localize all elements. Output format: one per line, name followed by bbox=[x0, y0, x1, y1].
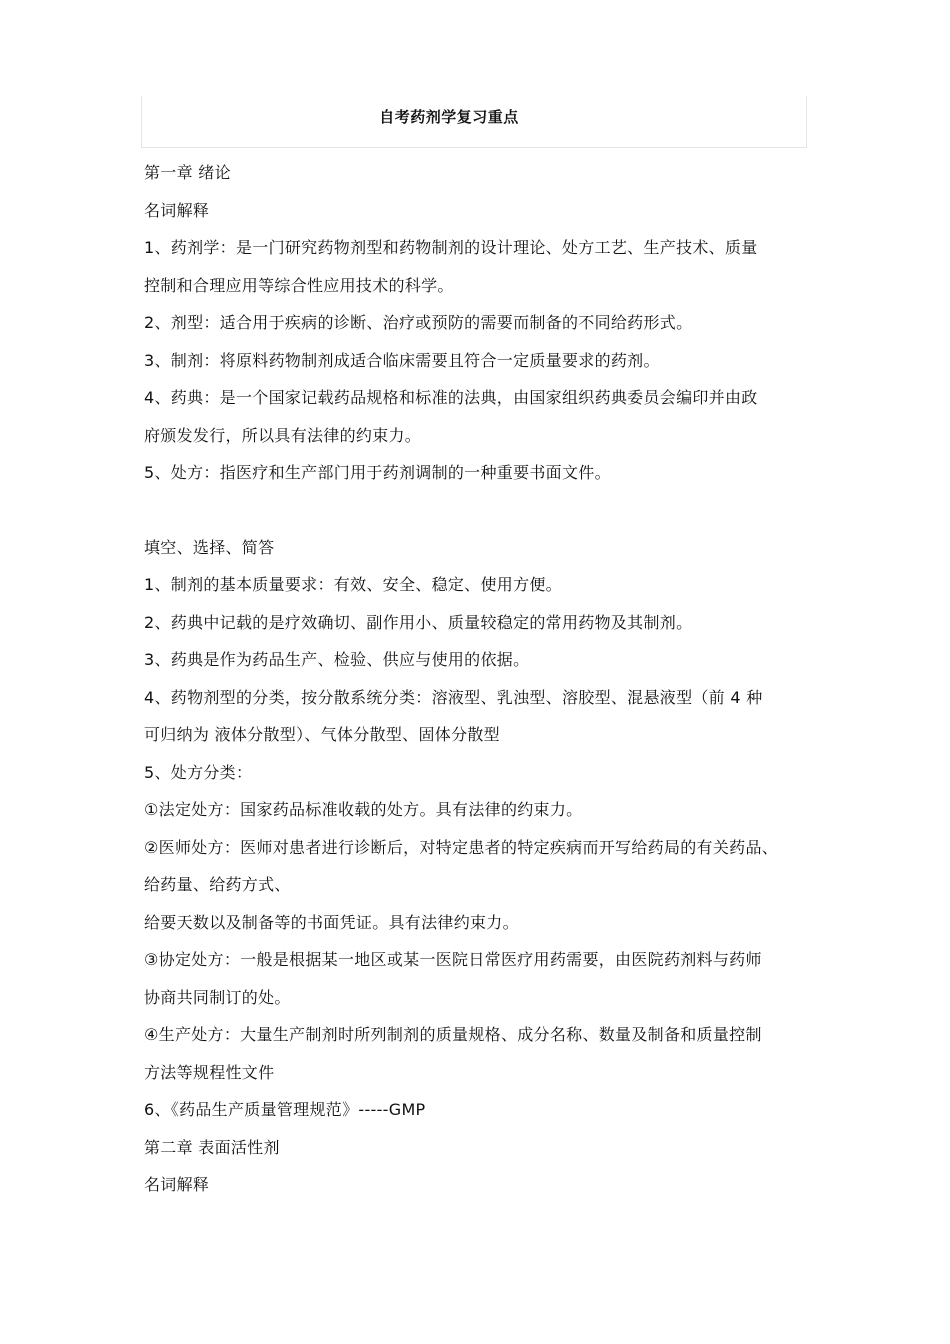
text-line: 2、剂型：适合用于疾病的诊断、治疗或预防的需要而制备的不同给药形式。 bbox=[144, 313, 693, 332]
text-line: 3、制剂：将原料药物制剂成适合临床需要且符合一定质量要求的药剂。 bbox=[144, 350, 660, 370]
text-line: 协商共同制订的处。 bbox=[144, 987, 291, 1007]
document-body bbox=[144, 154, 816, 1204]
text-line: ①法定处方：国家药品标准收载的处方。具有法律的约束力。 bbox=[144, 800, 583, 819]
text-line: 给要天数以及制备等的书面凭证。具有法律约束力。 bbox=[144, 912, 519, 932]
text-line: 可归纳为 液体分散型）、气体分散型、固体分散型 bbox=[144, 725, 500, 744]
text-line: ②医师处方：医师对患者进行诊断后，对特定患者的特定疾病而开写给药局的有关药品、 bbox=[144, 837, 779, 857]
text-line: 1、制剂的基本质量要求：有效、安全、稳定、使用方便。 bbox=[144, 575, 562, 594]
blank-line bbox=[144, 492, 816, 529]
text-line: 控制和合理应用等综合性应用技术的科学。 bbox=[144, 275, 454, 295]
text-line: 4、药典：是一个国家记载药品规格和标准的法典，由国家组织药典委员会编印并由政 bbox=[144, 388, 758, 407]
text-line: 2、药典中记载的是疗效确切、副作用小、质量较稳定的常用药物及其制剂。 bbox=[144, 612, 693, 632]
text-line: 5、处方分类： bbox=[144, 762, 253, 782]
text-line: 1、药剂学：是一门研究药物剂型和药物制剂的设计理论、处方工艺、生产技术、质量 bbox=[144, 238, 758, 257]
text-line: 6、《药品生产质量管理规范》-----GMP bbox=[144, 1100, 426, 1119]
section-heading: 名词解释 bbox=[144, 1175, 210, 1194]
chapter-heading: 第二章 表面活性剂 bbox=[144, 1137, 280, 1157]
text-line: 方法等规程性文件 bbox=[144, 1062, 275, 1082]
section-heading: 名词解释 bbox=[144, 200, 210, 220]
chapter-heading: 第一章 绪论 bbox=[144, 163, 231, 182]
text-line: 4、药物剂型的分类，按分散系统分类：溶液型、乳浊型、溶胶型、混悬液型（前 4 种 bbox=[144, 687, 763, 707]
section-heading: 填空、选择、简答 bbox=[144, 537, 275, 557]
text-line: ③协定处方：一般是根据某一地区或某一医院日常医疗用药需要，由医院药剂料与药师 bbox=[144, 950, 762, 969]
text-line: ④生产处方：大量生产制剂时所列制剂的质量规格、成分名称、数量及制备和质量控制 bbox=[144, 1025, 762, 1044]
text-line: 给药量、给药方式、 bbox=[144, 875, 291, 894]
text-line: 5、处方：指医疗和生产部门用于药剂调制的一种重要书面文件。 bbox=[144, 463, 611, 482]
text-line: 府颁发发行，所以具有法律的约束力。 bbox=[144, 425, 422, 445]
document-title: 自考药剂学复习重点 bbox=[379, 108, 519, 126]
text-line: 3、药典是作为药品生产、检验、供应与使用的依据。 bbox=[144, 650, 530, 669]
document-header bbox=[141, 96, 807, 148]
